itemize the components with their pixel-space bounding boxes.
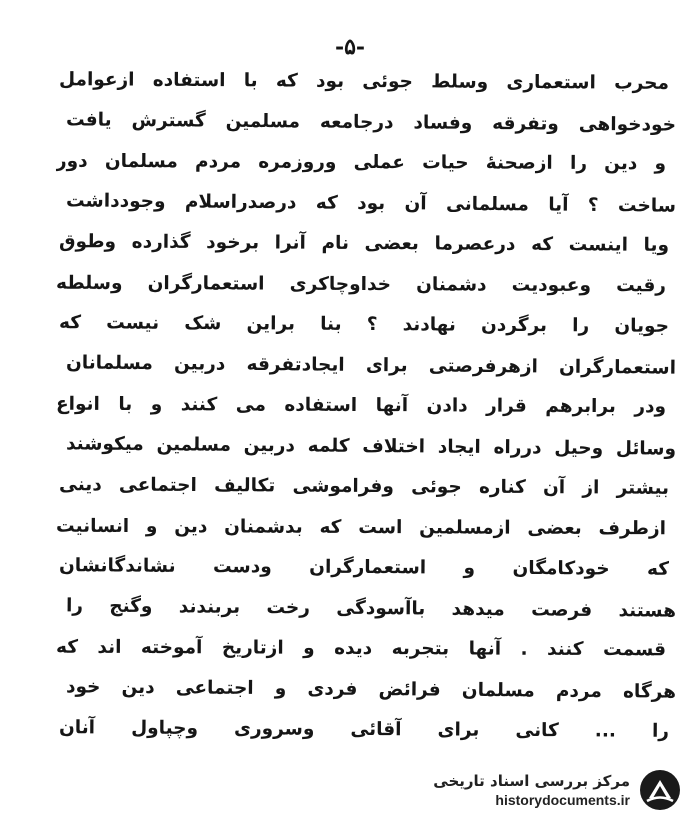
text-line: ساخت ؟ آیا مسلمانی آن بود که درصدراسلام وجودداشت (65, 189, 677, 217)
text-line: خودخواهی وتفرقه وفساد درجامعه مسلمین گسترش یافت (65, 108, 677, 136)
text-line: ویا اینست که درعصرما بعضی نام آنرا برخود گذارده وطوق (58, 231, 670, 256)
watermark-title: مرکز بررسی اسناد تاریخی (433, 772, 630, 790)
text-line: هستند فرصت میدهد باآسودگی رخت بربندند وگنج را (65, 594, 677, 622)
watermark (427, 765, 688, 815)
watermark-text (433, 771, 630, 809)
text-line: محرب استعماری وسلط جوئی بود که با استفاده ازعوامل (58, 69, 670, 94)
text-line: قسمت کنند . آنها بتجربه دیده و ازتاریخ آموخته اند که (55, 636, 667, 661)
document-body (55, 62, 677, 751)
text-line: رقیت وعبودیت دشمنان خداوچاکری استعمارگران وسلطه (55, 272, 667, 296)
text-line: استعمارگران ازهرفرصتی برای ایجادتفرقه دربین مسلمانان (65, 351, 677, 379)
text-line: و دین را ازصحنهٔ حیات عملی وروزمره مردم مسلمان دور (55, 150, 667, 175)
text-line: را ... کانی برای آقائی وسروری وچپاول آنان (58, 717, 670, 742)
text-line: وسائل وحیل درراه ایجاد اختلاف کلمه دربین مسلمین میکوشند (65, 432, 677, 460)
watermark-url: historydocuments.ir (495, 792, 630, 808)
text-line: هرگاه مردم مسلمان فرائض فردی و اجتماعی دین خود (65, 675, 677, 703)
text-line: جویان را برگردن نهادند ؟ بنا براین شک نیست که (58, 312, 670, 337)
text-line: بیشتر از آن کناره جوئی وفراموشی تکالیف اجتماعی دینی (58, 474, 670, 499)
text-line: ازطرف بعضی ازمسلمین است که بدشمنان دین و انسانیت (55, 515, 667, 539)
text-line: ودر برابرهم قرار دادن آنها استفاده می کنند و با انواع (55, 393, 667, 418)
archive-logo-icon (638, 768, 682, 812)
text-line: که خودکامگان و استعمارگران ودست نشاندگانشان (58, 555, 670, 580)
page-number: -۵- (334, 34, 366, 60)
